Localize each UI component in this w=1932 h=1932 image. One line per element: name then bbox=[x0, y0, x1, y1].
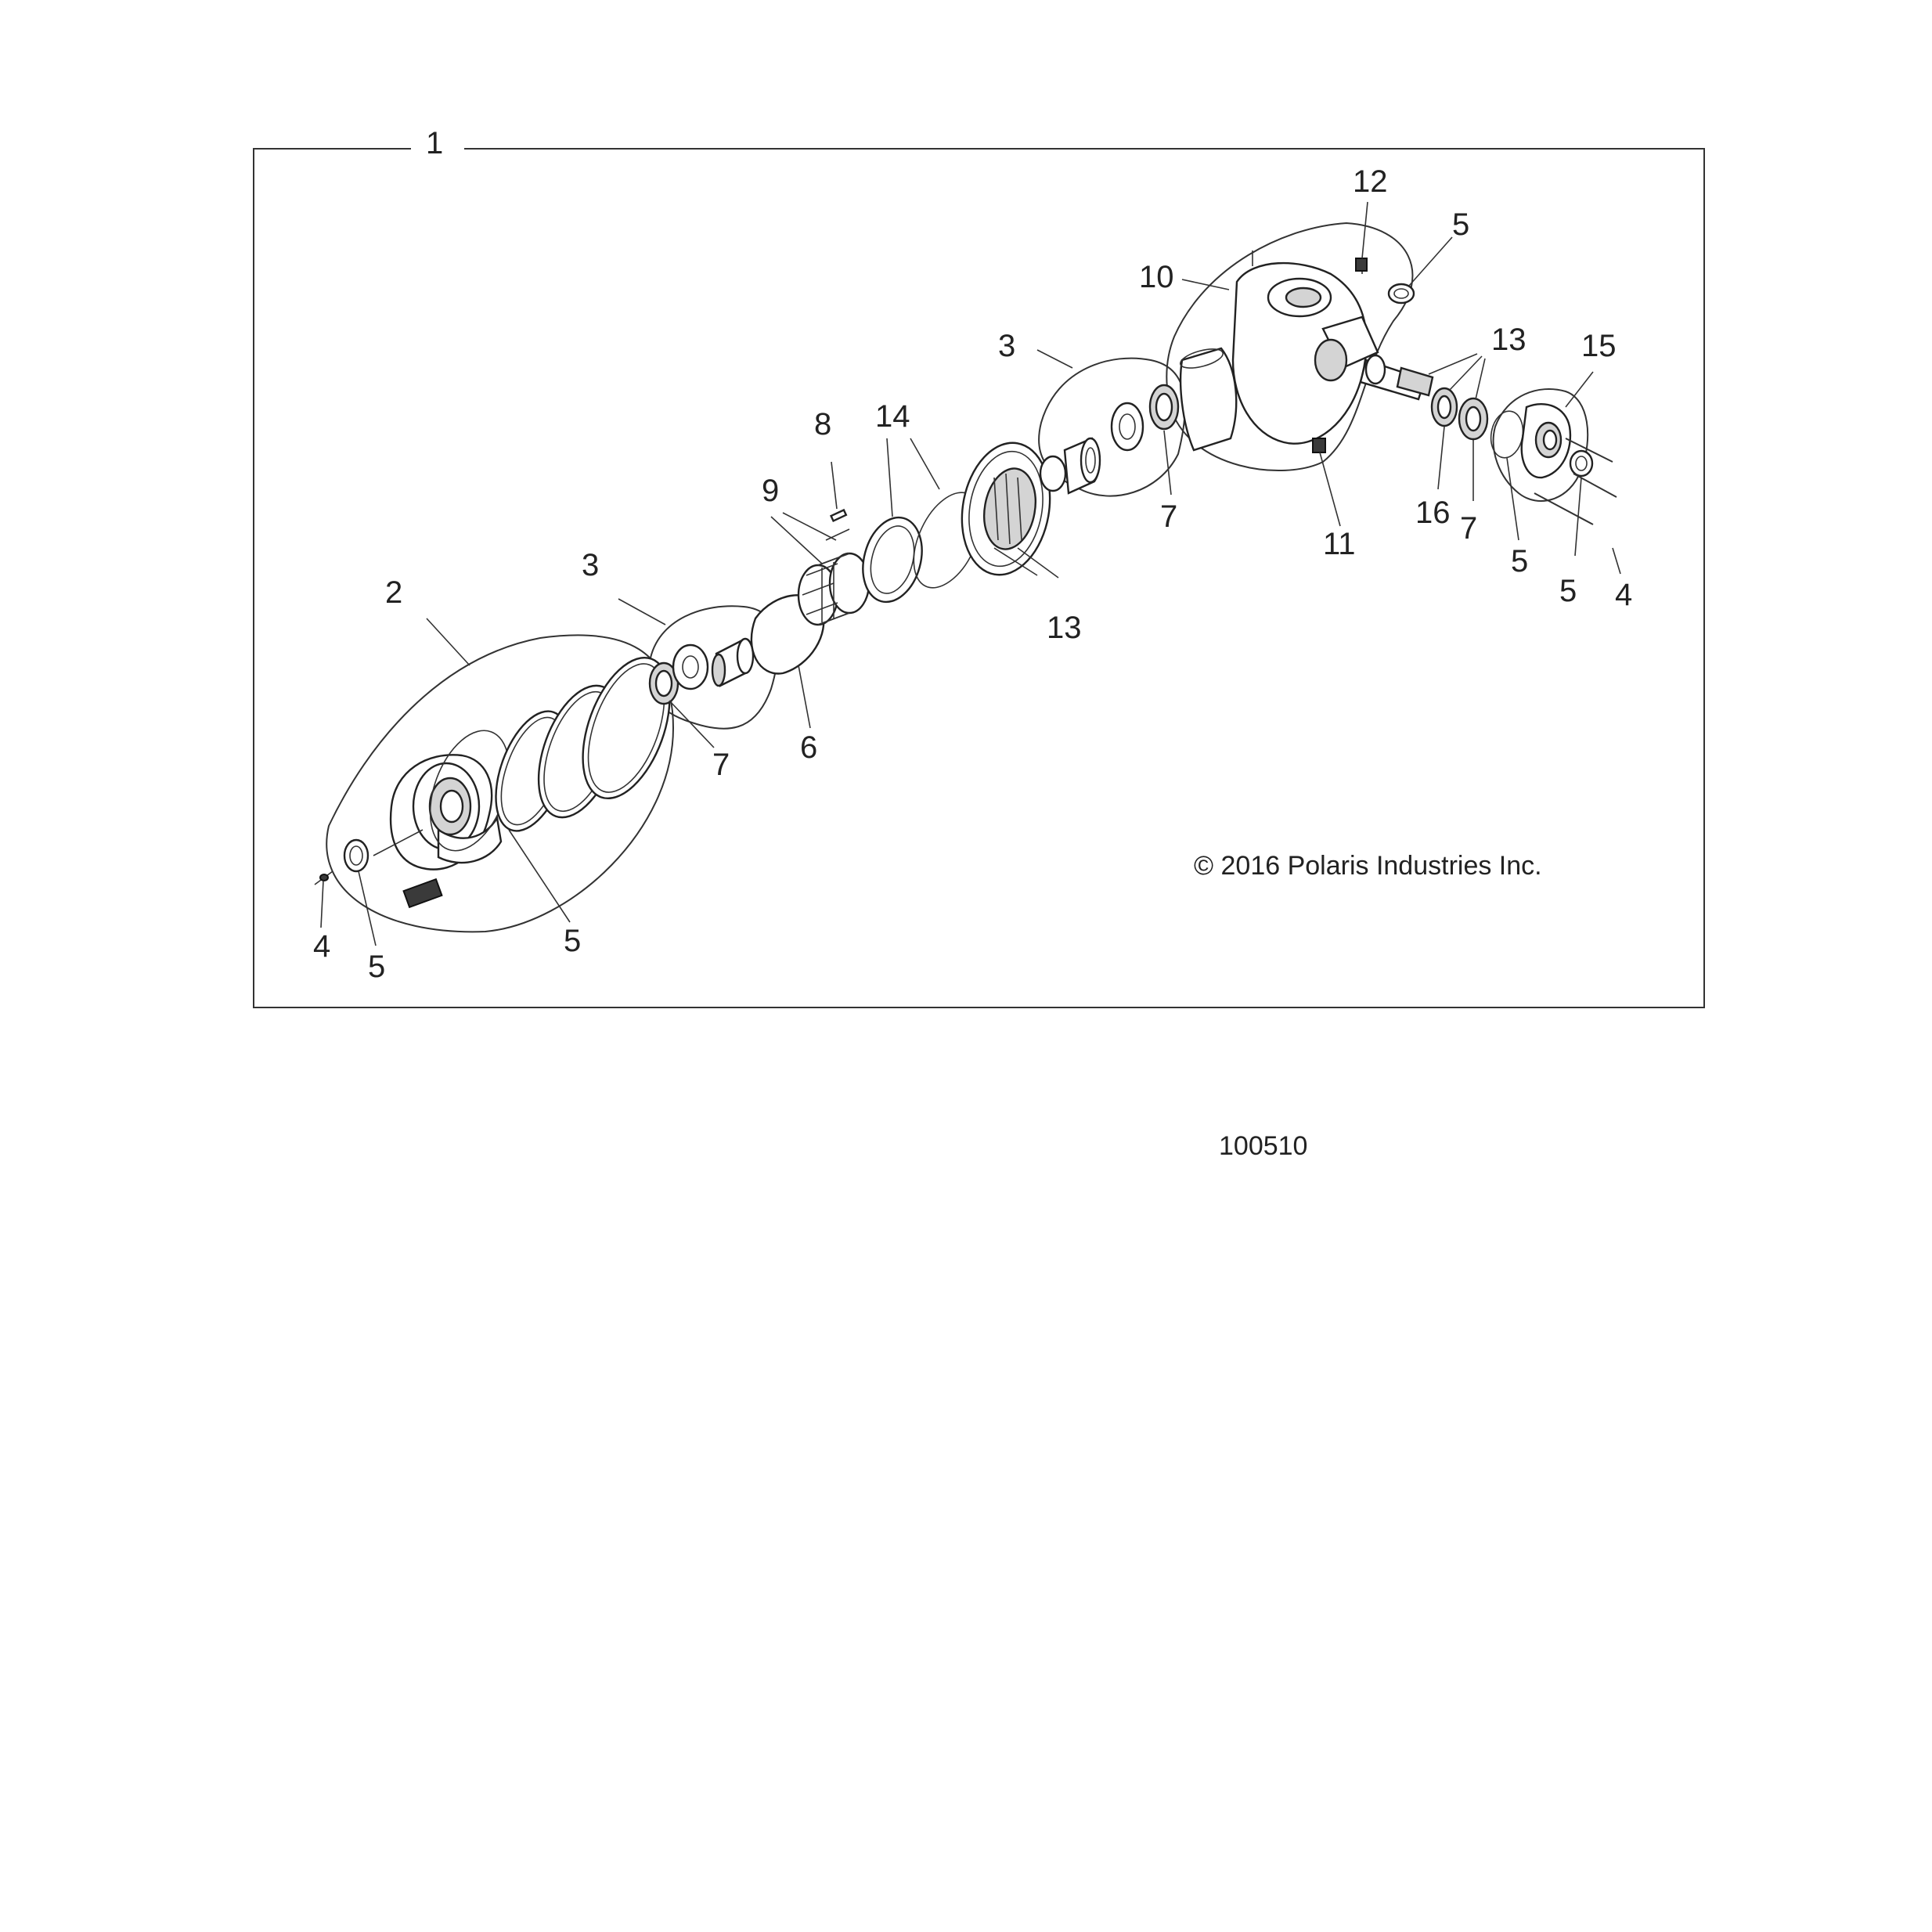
seal-5-right bbox=[1570, 451, 1592, 476]
callout-8: 8 bbox=[814, 407, 832, 442]
callout-6: 6 bbox=[800, 730, 818, 765]
callout-13: 13 bbox=[1491, 323, 1526, 357]
callout-2: 2 bbox=[385, 575, 403, 610]
callout-5: 5 bbox=[368, 950, 386, 984]
callout-7: 7 bbox=[1160, 499, 1178, 534]
seal-left bbox=[344, 840, 368, 871]
callout-5: 5 bbox=[564, 924, 582, 958]
race-left bbox=[673, 645, 708, 689]
callout-1: 1 bbox=[426, 126, 444, 160]
plug-11 bbox=[1313, 438, 1325, 452]
figure-number: 100510 bbox=[1219, 1131, 1308, 1161]
callout-7: 7 bbox=[1460, 511, 1478, 546]
callout-16: 16 bbox=[1415, 496, 1451, 530]
callout-5: 5 bbox=[1559, 574, 1577, 608]
bolt-left bbox=[320, 874, 328, 881]
pin-8 bbox=[831, 510, 846, 521]
pinion-shaft bbox=[1361, 355, 1433, 399]
copyright-note: © 2016 Polaris Industries Inc. bbox=[1194, 851, 1542, 881]
leader-lines bbox=[321, 202, 1620, 946]
callout-15: 15 bbox=[1581, 329, 1617, 363]
breather-12 bbox=[1356, 258, 1367, 271]
callout-14: 14 bbox=[875, 399, 910, 434]
cover-15 bbox=[1522, 404, 1570, 478]
callout-13: 13 bbox=[1047, 611, 1082, 645]
parts bbox=[315, 251, 1617, 907]
bolt-4-c bbox=[1534, 493, 1593, 524]
race-right-small bbox=[1040, 456, 1065, 491]
callout-5: 5 bbox=[1452, 207, 1470, 242]
callout-10: 10 bbox=[1139, 260, 1174, 294]
housing-10 bbox=[1233, 251, 1378, 444]
seal-5-top bbox=[1389, 284, 1414, 303]
sleeve bbox=[1180, 348, 1236, 450]
callout-4: 4 bbox=[313, 929, 331, 964]
callout-4: 4 bbox=[1615, 578, 1633, 612]
race-right bbox=[1112, 403, 1143, 450]
callout-11: 11 bbox=[1323, 527, 1356, 561]
callout-7: 7 bbox=[712, 748, 730, 782]
roller-cage-9 bbox=[798, 553, 869, 625]
callout-9: 9 bbox=[762, 474, 780, 508]
callout-3: 3 bbox=[998, 329, 1016, 363]
callout-5: 5 bbox=[1511, 544, 1529, 579]
callout-3: 3 bbox=[582, 548, 600, 582]
callout-12: 12 bbox=[1353, 164, 1388, 199]
